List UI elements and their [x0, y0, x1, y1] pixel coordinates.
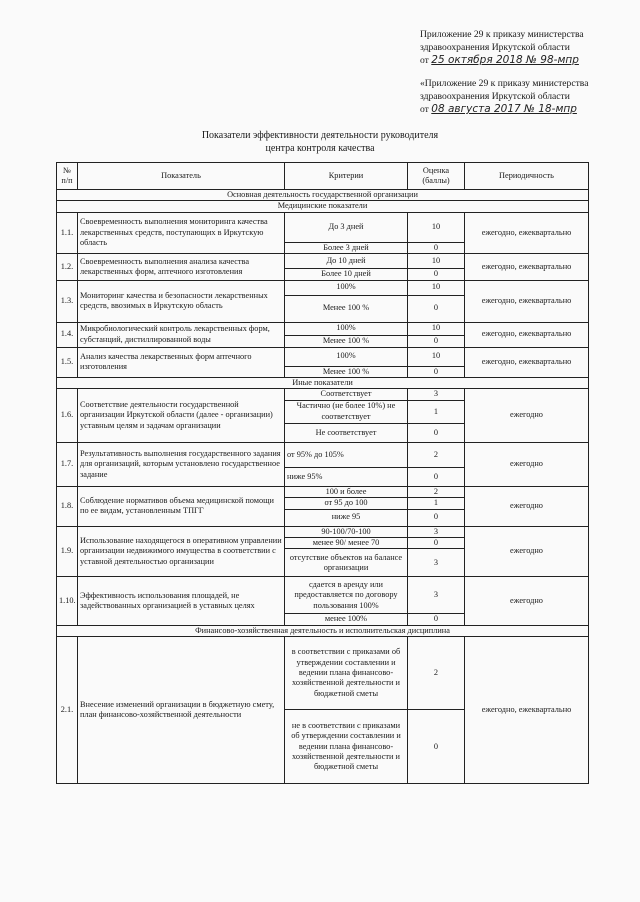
row-number: 1.7. [57, 442, 78, 486]
table-row [57, 322, 589, 335]
subsection-title: Иные показатели [57, 378, 589, 389]
table-row [57, 486, 589, 497]
row-number: 1.5. [57, 347, 78, 377]
period-cell: ежегодно, ежеквартально [465, 347, 589, 377]
score-cell: 0 [408, 335, 465, 347]
score-cell: 2 [408, 486, 465, 497]
period-cell: ежегодно [465, 486, 589, 526]
criteria-cell: от 95% до 105% [285, 442, 408, 467]
criteria-cell: ниже 95% [285, 467, 408, 486]
indicator-cell: Анализ качества лекарственных форм аптечного изготовления [78, 347, 285, 377]
section-row [57, 190, 589, 201]
criteria-cell: До 3 дней [285, 212, 408, 242]
score-cell: 3 [408, 549, 465, 577]
criteria-cell: менее 100% [285, 614, 408, 625]
score-cell: 3 [408, 389, 465, 400]
section-title: Основная деятельность государственной организации [57, 190, 589, 201]
col-header-period: Периодичность [465, 163, 589, 190]
section-title: Финансово-хозяйственная деятельность и исполнительская дисциплина [57, 625, 589, 636]
criteria-cell: Частично (не более 10%) не соответствует [285, 400, 408, 423]
title-line: центра контроля качества [265, 143, 375, 154]
table-row [57, 280, 589, 295]
score-cell: 1 [408, 400, 465, 423]
score-cell: 0 [408, 710, 465, 784]
section-row [57, 625, 589, 636]
col-header-criteria: Критерии [285, 163, 408, 190]
criteria-cell: 100 и более [285, 486, 408, 497]
header-prefix: от [420, 104, 429, 115]
indicator-cell: Результативность выполнения государственного задания для организаций, которым установлено государственное задание [78, 442, 285, 486]
criteria-cell: Менее 100 % [285, 295, 408, 322]
criteria-cell: не в соответствии с приказами об утверждении составлении и ведении плана финансово-хозяйственной деятельности и бюджетной сметы [285, 710, 408, 784]
criteria-cell: Более 3 дней [285, 242, 408, 253]
indicator-cell: Своевременность выполнения мониторинга качества лекарственных средств, поступающих в Иркутскую область [78, 212, 285, 253]
table-row [57, 442, 589, 467]
header-line: Приложение 29 к приказу министерства [420, 29, 584, 40]
criteria-cell: в соответствии с приказами об утверждении составлении и ведении плана финансово-хозяйственной деятельности и бюджетной сметы [285, 637, 408, 710]
score-cell: 2 [408, 637, 465, 710]
criteria-cell: менее 90/ менее 70 [285, 538, 408, 549]
score-cell: 10 [408, 280, 465, 295]
header-line: здравоохранения Иркутской области [420, 42, 570, 53]
period-cell: ежегодно, ежеквартально [465, 254, 589, 280]
criteria-cell: До 10 дней [285, 254, 408, 269]
score-cell: 0 [408, 614, 465, 625]
score-cell: 10 [408, 254, 465, 269]
table-row [57, 637, 589, 710]
criteria-cell: 100% [285, 280, 408, 295]
indicator-cell: Соответствие деятельности государственной организации Иркутской области (далее - организации) уставным целям и задачам организации [78, 389, 285, 442]
criteria-cell: Соответствует [285, 389, 408, 400]
score-cell: 10 [408, 212, 465, 242]
score-cell: 3 [408, 577, 465, 614]
handwritten-date-number: 25 октября 2018 № 98-мпр [431, 54, 579, 66]
table-row [57, 577, 589, 614]
subsection-row [57, 378, 589, 389]
indicator-cell: Мониторинг качества и безопасности лекарственных средств, ввозимых в Иркутскую область [78, 280, 285, 322]
row-number: 1.10. [57, 577, 78, 625]
criteria-cell: Менее 100 % [285, 366, 408, 377]
row-number: 2.1. [57, 637, 78, 784]
criteria-cell: ниже 95 [285, 509, 408, 526]
header-line [420, 54, 620, 67]
col-header-indicator: Показатель [78, 163, 285, 190]
indicator-cell: Своевременность выполнения анализа качества лекарственных форм, аптечного изготовления [78, 254, 285, 280]
score-cell: 0 [408, 366, 465, 377]
score-cell: 0 [408, 423, 465, 442]
score-cell: 0 [408, 295, 465, 322]
score-cell: 0 [408, 467, 465, 486]
criteria-cell: сдается в аренду или предоставляется по договору пользования 100% [285, 577, 408, 614]
indicators-table [56, 162, 589, 784]
header-line [420, 103, 620, 116]
header-line: «Приложение 29 к приказу министерства [420, 78, 589, 89]
criteria-cell: Не соответствует [285, 423, 408, 442]
table-row [57, 526, 589, 537]
score-cell: 10 [408, 322, 465, 335]
criteria-cell: отсутствие объектов на балансе организации [285, 549, 408, 577]
table-row [57, 212, 589, 242]
criteria-cell: от 95 до 100 [285, 498, 408, 509]
score-cell: 0 [408, 242, 465, 253]
period-cell: ежегодно [465, 577, 589, 625]
indicator-cell: Внесение изменений организации в бюджетную смету, план финансово-хозяйственной деятельности [78, 637, 285, 784]
criteria-cell: 90-100/70-100 [285, 526, 408, 537]
score-cell: 1 [408, 498, 465, 509]
indicator-cell: Соблюдение нормативов объема медицинской помощи по ее видам, установленным ТПГГ [78, 486, 285, 526]
title-line: Показатели эффективности деятельности руководителя [201, 130, 439, 141]
table-row [57, 254, 589, 269]
col-header-num: № п/п [57, 163, 78, 190]
period-cell: ежегодно, ежеквартально [465, 322, 589, 347]
period-cell: ежегодно [465, 389, 589, 442]
score-cell: 0 [408, 509, 465, 526]
indicator-cell: Микробиологический контроль лекарственных форм, субстанций, дистиллированной воды [78, 322, 285, 347]
row-number: 1.6. [57, 389, 78, 442]
period-cell: ежегодно, ежеквартально [465, 212, 589, 253]
handwritten-date-number: 08 августа 2017 № 18-мпр [431, 103, 577, 115]
row-number: 1.8. [57, 486, 78, 526]
criteria-cell: Более 10 дней [285, 269, 408, 280]
document-title [150, 129, 490, 155]
row-number: 1.1. [57, 212, 78, 253]
score-cell: 2 [408, 442, 465, 467]
period-cell: ежегодно [465, 442, 589, 486]
criteria-cell: Менее 100 % [285, 335, 408, 347]
table-header-row [57, 163, 589, 190]
score-cell: 0 [408, 538, 465, 549]
indicator-cell: Использование находящегося в оперативном управлении организации недвижимого имущества в соответствии с уставной деятельностью организации [78, 526, 285, 577]
header-line: здравоохранения Иркутской области [420, 91, 570, 102]
score-cell: 10 [408, 347, 465, 366]
table-row [57, 347, 589, 366]
period-cell: ежегодно, ежеквартально [465, 637, 589, 784]
table-row [57, 389, 589, 400]
score-cell: 0 [408, 269, 465, 280]
score-cell: 3 [408, 526, 465, 537]
row-number: 1.2. [57, 254, 78, 280]
subsection-row [57, 201, 589, 212]
criteria-cell: 100% [285, 322, 408, 335]
indicator-cell: Эффективность использования площадей, не задействованных организацией в уставных целях [78, 577, 285, 625]
header-prefix: от [420, 55, 429, 66]
appendix-header [420, 28, 620, 116]
criteria-cell: 100% [285, 347, 408, 366]
subsection-title: Медицинские показатели [57, 201, 589, 212]
row-number: 1.9. [57, 526, 78, 577]
row-number: 1.4. [57, 322, 78, 347]
row-number: 1.3. [57, 280, 78, 322]
col-header-score: Оценка (баллы) [408, 163, 465, 190]
period-cell: ежегодно, ежеквартально [465, 280, 589, 322]
period-cell: ежегодно [465, 526, 589, 577]
